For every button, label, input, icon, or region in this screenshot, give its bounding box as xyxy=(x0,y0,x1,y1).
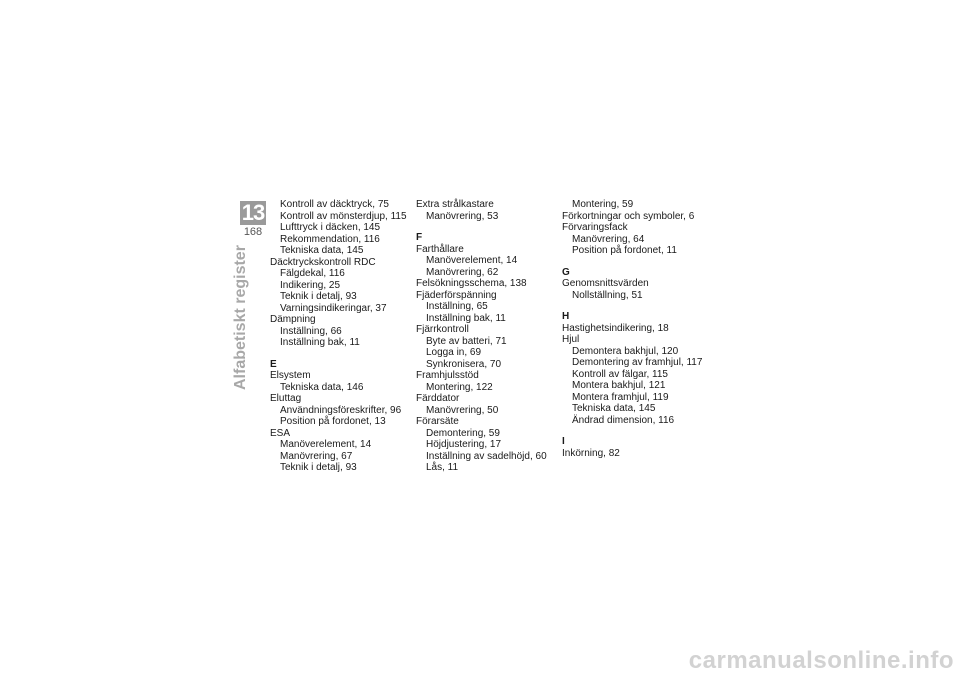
index-subentry: Ändrad dimension, 116 xyxy=(572,414,675,426)
index-subentry: Synkronisera, 70 xyxy=(426,358,502,370)
index-subentry: Inställning, 65 xyxy=(426,301,488,312)
index-letter-heading: G xyxy=(562,266,570,278)
section-title-vertical: Alfabetiskt register xyxy=(232,245,249,390)
index-subentry: Kontroll av mönsterdjup, 115 xyxy=(280,210,407,222)
index-subentry: Tekniska data, 146 xyxy=(280,381,364,393)
index-entry: Fjärrkontroll xyxy=(416,324,469,335)
chapter-number: 13 xyxy=(241,200,265,225)
index-subentry: Inställning, 66 xyxy=(280,325,342,337)
index-letter-heading: F xyxy=(416,232,423,243)
index-subentry: Fälgdekal, 116 xyxy=(280,268,345,279)
index-subentry: Demontering, 59 xyxy=(426,427,500,439)
index-subentry: Logga in, 69 xyxy=(426,347,482,358)
page-number: 168 xyxy=(243,226,263,238)
index-entry: Däcktryckskontroll RDC xyxy=(270,256,376,268)
watermark: carmanualsonline.info xyxy=(688,647,954,674)
index-entry: Framhjulsstöd xyxy=(416,370,479,381)
index-subentry: Manövrering, 53 xyxy=(426,210,499,222)
index-letter-heading: H xyxy=(562,311,570,322)
index-subentry: Montera bakhjul, 121 xyxy=(572,380,666,391)
index-subentry: Rekommendation, 116 xyxy=(280,233,380,245)
index-subentry: Montering, 122 xyxy=(426,381,493,393)
index-subentry: Inställning bak, 11 xyxy=(426,312,506,324)
index-entry: Förarsäte xyxy=(416,416,459,427)
index-column-2 xyxy=(416,199,561,474)
index-subentry: Manöverelement, 14 xyxy=(426,255,518,266)
index-subentry: Montera framhjul, 119 xyxy=(572,391,669,403)
index-subentry: Indikering, 25 xyxy=(280,279,341,291)
index-subentry: Kontroll av däcktryck, 75 xyxy=(280,199,389,210)
index-subentry: Lufttryck i däcken, 145 xyxy=(280,222,381,233)
index-entry: Extra strålkastare xyxy=(416,199,494,210)
index-entry: Fjäderförspänning xyxy=(416,289,497,301)
index-subentry: Användningsföreskrifter, 96 xyxy=(280,404,402,416)
index-subentry: Manövrering, 67 xyxy=(280,450,353,462)
index-entry: Dämpning xyxy=(270,314,316,325)
index-subentry: Kontroll av fälgar, 115 xyxy=(572,368,668,380)
index-entry: Förkortningar och symboler, 6 xyxy=(562,210,695,222)
index-subentry: Manövrering, 62 xyxy=(426,266,499,278)
index-subentry: Position på fordonet, 13 xyxy=(280,416,386,427)
index-subentry: Teknik i detalj, 93 xyxy=(280,462,357,473)
index-subentry: Byte av batteri, 71 xyxy=(426,335,507,347)
index-subentry: Position på fordonet, 11 xyxy=(572,245,677,256)
index-entry: Felsökningsschema, 138 xyxy=(416,278,527,289)
index-entry: Elsystem xyxy=(270,370,311,381)
index-subentry: Manövrering, 50 xyxy=(426,404,499,416)
index-subentry: Lås, 11 xyxy=(426,462,459,473)
index-subentry: Manövrering, 64 xyxy=(572,233,645,245)
index-subentry: Inställning av sadelhöjd, 60 xyxy=(426,450,547,462)
index-entry: Genomsnittsvärden xyxy=(562,278,649,289)
index-subentry: Höjdjustering, 17 xyxy=(426,439,502,450)
index-entry: Förvaringsfack xyxy=(562,222,628,233)
index-subentry: Manöverelement, 14 xyxy=(280,439,372,450)
index-entry: Hjul xyxy=(562,334,580,345)
index-subentry: Demontera bakhjul, 120 xyxy=(572,345,679,357)
index-subentry: Teknik i detalj, 93 xyxy=(280,291,357,302)
index-entry: Hastighetsindikering, 18 xyxy=(562,322,669,334)
index-entry: Farthållare xyxy=(416,243,464,255)
index-subentry: Varningsindikeringar, 37 xyxy=(280,302,387,314)
index-entry: Eluttag xyxy=(270,393,302,404)
index-subentry: Inställning bak, 11 xyxy=(280,337,360,348)
index-entry: ESA xyxy=(270,427,291,439)
index-subentry: Montering, 59 xyxy=(572,199,634,210)
chapter-tab xyxy=(240,201,266,240)
index-subentry: Nollställning, 51 xyxy=(572,289,643,301)
index-letter-heading: E xyxy=(270,358,277,370)
index-entry: Inkörning, 82 xyxy=(562,447,620,459)
index-subentry: Tekniska data, 145 xyxy=(572,403,656,414)
index-letter-heading: I xyxy=(562,436,565,447)
index-subentry: Demontering av framhjul, 117 xyxy=(572,357,703,368)
index-entry: Färddator xyxy=(416,393,460,404)
index-column-3 xyxy=(562,199,707,459)
index-subentry: Tekniska data, 145 xyxy=(280,245,364,256)
index-column-1 xyxy=(270,199,415,474)
